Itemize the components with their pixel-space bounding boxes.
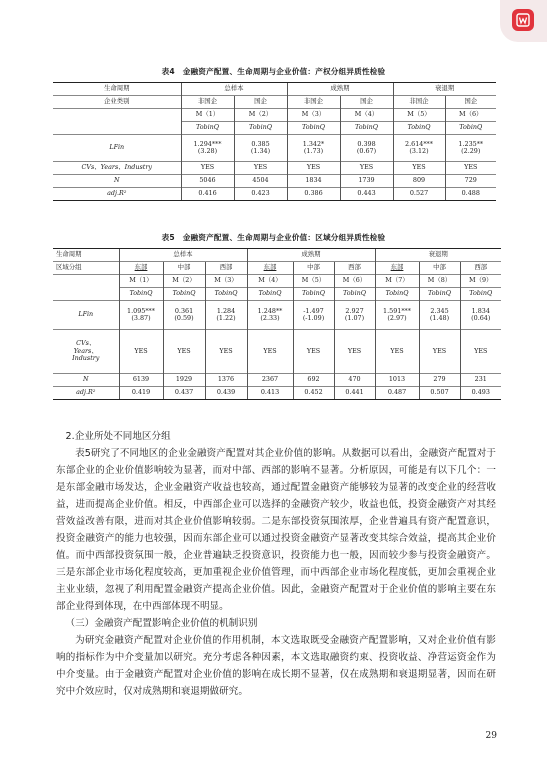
t5-coef: 1.248** (257, 306, 283, 315)
t5-coef: 1.591*** (383, 306, 411, 315)
t4-model: M（1） (181, 109, 234, 122)
t5-head-mature: 成熟期 (247, 249, 375, 262)
t5-cell: YES (419, 330, 460, 374)
table5-caption: 表5 金融资产配置、生命周期与企业价值：区域分组异质性检验 (161, 233, 386, 242)
t5-cell: 2367 (247, 374, 293, 387)
t4-model: M（5） (393, 109, 445, 122)
t5-row-label: CVs、 (76, 339, 96, 348)
t4-model: M（6） (445, 109, 496, 122)
t4-cell: 0.488 (445, 188, 496, 201)
t5-cell: 0.419 (119, 387, 163, 400)
t4-cat: 非国企 (287, 96, 340, 109)
t5-tstat: (3.87) (131, 314, 151, 322)
t4-head-lifecycle: 生命周期 (53, 83, 181, 96)
t5-coef: 2.927 (345, 306, 364, 315)
t5-row-label: N (53, 374, 119, 387)
t4-row-label: adj.R² (53, 188, 181, 201)
t5-cell: 6139 (119, 374, 163, 387)
t5-dep: TobinQ (334, 288, 375, 301)
t4-coef: 1.342* (302, 139, 325, 148)
t5-head-total: 总样本 (119, 249, 247, 262)
t4-cat: 非国企 (393, 96, 445, 109)
t5-dep: TobinQ (293, 288, 334, 301)
t5-tstat: (0.64) (471, 314, 491, 322)
t4-head-category: 企业类别 (53, 96, 181, 109)
t4-dep: TobinQ (393, 122, 445, 135)
t4-dep: TobinQ (234, 122, 287, 135)
t5-row-label: Years、 (73, 346, 98, 355)
t4-coef: 0.398 (357, 139, 376, 148)
t4-cell: 729 (445, 175, 496, 188)
t4-cell: 0.386 (287, 188, 340, 201)
t4-cell: YES (181, 162, 234, 175)
t5-model: M（5） (293, 275, 334, 288)
t5-dep: TobinQ (205, 288, 247, 301)
t5-tstat: (-1.09) (302, 314, 325, 322)
t5-cell: 692 (293, 374, 334, 387)
t4-row-label: CVs、Years、Industry (53, 162, 181, 175)
t5-cell: 0.452 (293, 387, 334, 400)
t5-model: M（3） (205, 275, 247, 288)
t5-coef: 2.345 (430, 306, 449, 315)
t5-cell: YES (119, 330, 163, 374)
t4-tstat: (1.34) (250, 147, 271, 155)
t5-cell: 1013 (375, 374, 419, 387)
t5-row-label: LFin (53, 301, 119, 330)
t4-head-decline: 衰退期 (393, 83, 496, 96)
t5-head-region: 区域分组 (53, 262, 119, 275)
t4-cell: YES (393, 162, 445, 175)
t4-cell: YES (340, 162, 393, 175)
document-logo-icon[interactable] (512, 9, 534, 31)
section-heading: 2.企业所处不同地区分组 (65, 431, 171, 442)
section-heading: （三）金融资产配置影响企业价值的机制识别 (65, 618, 258, 629)
body-text (56, 428, 496, 700)
t4-cat: 非国企 (181, 96, 234, 109)
t4-cell: 1834 (287, 175, 340, 188)
t5-tstat: (2.97) (387, 314, 407, 322)
t4-cell: 5046 (181, 175, 234, 188)
t5-region: 东部 (119, 262, 163, 275)
t4-coef: 2.614*** (405, 139, 433, 148)
table4 (53, 82, 496, 201)
paragraph: 表5研究了不同地区的企业金融资产配置对其企业价值的影响。从数据可以看出，金融资产配置对于东部企业的企业价值影响较为显著，而对中部、西部的影响不显著。分析原因，可能是有以下几个：一是东部金融市场发达，企业金融资产收益也较高，通过配置金融资产能够较为显著的改变企业的经营收益，进而提高企业价值。相反，中西部企业可以选择的金融资产较少，收益也低，投资金融资产对其经营效益改善有限，进而对其企业价值影响较弱。二是东部投资氛围浓厚，企业普遍具有资产配置意识，投资金融资产的能力也较强，因而东部企业可以通过投资金融资产显著改变其综合效益，提高其企业价值。而中西部投资氛围一般，企业普遍缺乏投资意识，投资能力也一般，因而较少参与投资金融资产。三是东部企业市场化程度较高，更加重视企业价值管理，而中西部企业市场化程度低，更加会重视企业主业业绩，忽视了利用配置金融资产提高企业价值。因此，金融资产配置对于企业价值的影响主要在东部企业得到体现，在中西部体现不明显。 (56, 448, 496, 612)
t4-cell: 0.423 (234, 188, 287, 201)
t5-cell: 0.493 (460, 387, 501, 400)
t4-cell: 0.416 (181, 188, 234, 201)
t5-region: 中部 (293, 262, 334, 275)
t4-cell: 809 (393, 175, 445, 188)
t5-model: M（2） (163, 275, 205, 288)
t5-dep: TobinQ (375, 288, 419, 301)
t5-dep: TobinQ (419, 288, 460, 301)
t4-dep: TobinQ (340, 122, 393, 135)
t5-model: M（1） (119, 275, 163, 288)
t5-cell: 0.439 (205, 387, 247, 400)
t4-cat: 国企 (445, 96, 496, 109)
t4-cell: YES (445, 162, 496, 175)
t5-region: 西部 (205, 262, 247, 275)
t5-cell: 231 (460, 374, 501, 387)
t5-cell: 279 (419, 374, 460, 387)
t4-head-total: 总样本 (181, 83, 287, 96)
t4-model: M（2） (234, 109, 287, 122)
t4-model: M（3） (287, 109, 340, 122)
t5-coef: 0.361 (174, 306, 194, 315)
t5-region: 中部 (419, 262, 460, 275)
t5-cell: YES (334, 330, 375, 374)
t5-dep: TobinQ (460, 288, 501, 301)
t5-cell: YES (375, 330, 419, 374)
t4-cat: 国企 (234, 96, 287, 109)
t4-cell: 0.443 (340, 188, 393, 201)
t4-cell: 4504 (234, 175, 287, 188)
t5-cell: 470 (334, 374, 375, 387)
t5-model: M（8） (419, 275, 460, 288)
page-number: 29 (485, 731, 497, 741)
paragraph: 为研究金融资产配置对企业价值的作用机制，本文选取既受金融资产配置影响，又对企业价值有影响的指标作为中介变量加以研究。充分考虑各种因素，本文选取融资约束、投资收益、净营运资金作为中介变量。由于金融资产配置对企业价值的影响在成长期不显著，仅在成熟期和衰退期显著，因而在研究中介效应时，仅对成熟期和衰退期做研究。 (56, 635, 496, 697)
t5-region: 西部 (334, 262, 375, 275)
t4-cell: YES (234, 162, 287, 175)
t5-cell: 0.413 (247, 387, 293, 400)
t4-tstat: (2.29) (461, 147, 481, 155)
table5 (53, 248, 501, 400)
t5-head-lifecycle: 生命周期 (53, 249, 119, 262)
t5-cell: YES (247, 330, 293, 374)
t5-tstat: (1.22) (216, 314, 236, 322)
t5-model: M（4） (247, 275, 293, 288)
t4-dep: TobinQ (287, 122, 340, 135)
t5-region: 西部 (460, 262, 501, 275)
corner-badge[interactable] (500, 0, 547, 42)
t5-model: M（9） (460, 275, 501, 288)
t4-coef: 1.294*** (193, 139, 222, 148)
t5-region: 东部 (247, 262, 293, 275)
t5-region: 东部 (375, 262, 419, 275)
t4-dep: TobinQ (445, 122, 496, 135)
t5-cell: 0.437 (163, 387, 205, 400)
t4-tstat: (3.28) (197, 147, 218, 155)
t5-head-decline: 衰退期 (375, 249, 501, 262)
t4-tstat: (1.73) (303, 147, 324, 155)
t4-dep: TobinQ (181, 122, 234, 135)
t5-dep: TobinQ (119, 288, 163, 301)
t5-cell: 0.487 (375, 387, 419, 400)
t4-coef: 1.235** (458, 139, 484, 148)
t4-head-mature: 成熟期 (287, 83, 393, 96)
t4-model: M（4） (340, 109, 393, 122)
t5-cell: 0.507 (419, 387, 460, 400)
t5-region: 中部 (163, 262, 205, 275)
t5-cell: 1376 (205, 374, 247, 387)
t4-cell: 1739 (340, 175, 393, 188)
t5-cell: YES (460, 330, 501, 374)
table4-caption: 表4 金融资产配置、生命周期与企业价值：产权分组异质性检验 (161, 67, 386, 76)
t5-coef: 1.284 (216, 306, 236, 315)
t5-tstat: (2.33) (260, 314, 280, 322)
t4-row-label: N (53, 175, 181, 188)
t5-model: M（7） (375, 275, 419, 288)
t5-cell: 0.441 (334, 387, 375, 400)
t4-row-label: LFin (53, 135, 181, 162)
t4-tstat: (0.67) (356, 147, 377, 155)
t5-coef: -1.497 (303, 306, 324, 315)
t4-cell: YES (287, 162, 340, 175)
t5-cell: YES (293, 330, 334, 374)
t4-coef: 0.385 (251, 139, 270, 148)
t5-cell: 1929 (163, 374, 205, 387)
t5-tstat: (0.59) (174, 314, 194, 322)
t5-tstat: (1.48) (429, 314, 450, 322)
t5-dep: TobinQ (247, 288, 293, 301)
t5-model: M（6） (334, 275, 375, 288)
t4-cell: 0.527 (393, 188, 445, 201)
t5-row-label: adj.R² (53, 387, 119, 400)
t5-cell: YES (205, 330, 247, 374)
t4-tstat: (3.12) (409, 147, 429, 155)
t5-coef: 1.834 (471, 306, 490, 315)
t5-tstat: (1.07) (344, 314, 365, 322)
t4-cat: 国企 (340, 96, 393, 109)
t5-coef: 1.095*** (127, 306, 155, 315)
t5-row-label: Industry (72, 354, 100, 363)
t5-cell: YES (163, 330, 205, 374)
t5-dep: TobinQ (163, 288, 205, 301)
